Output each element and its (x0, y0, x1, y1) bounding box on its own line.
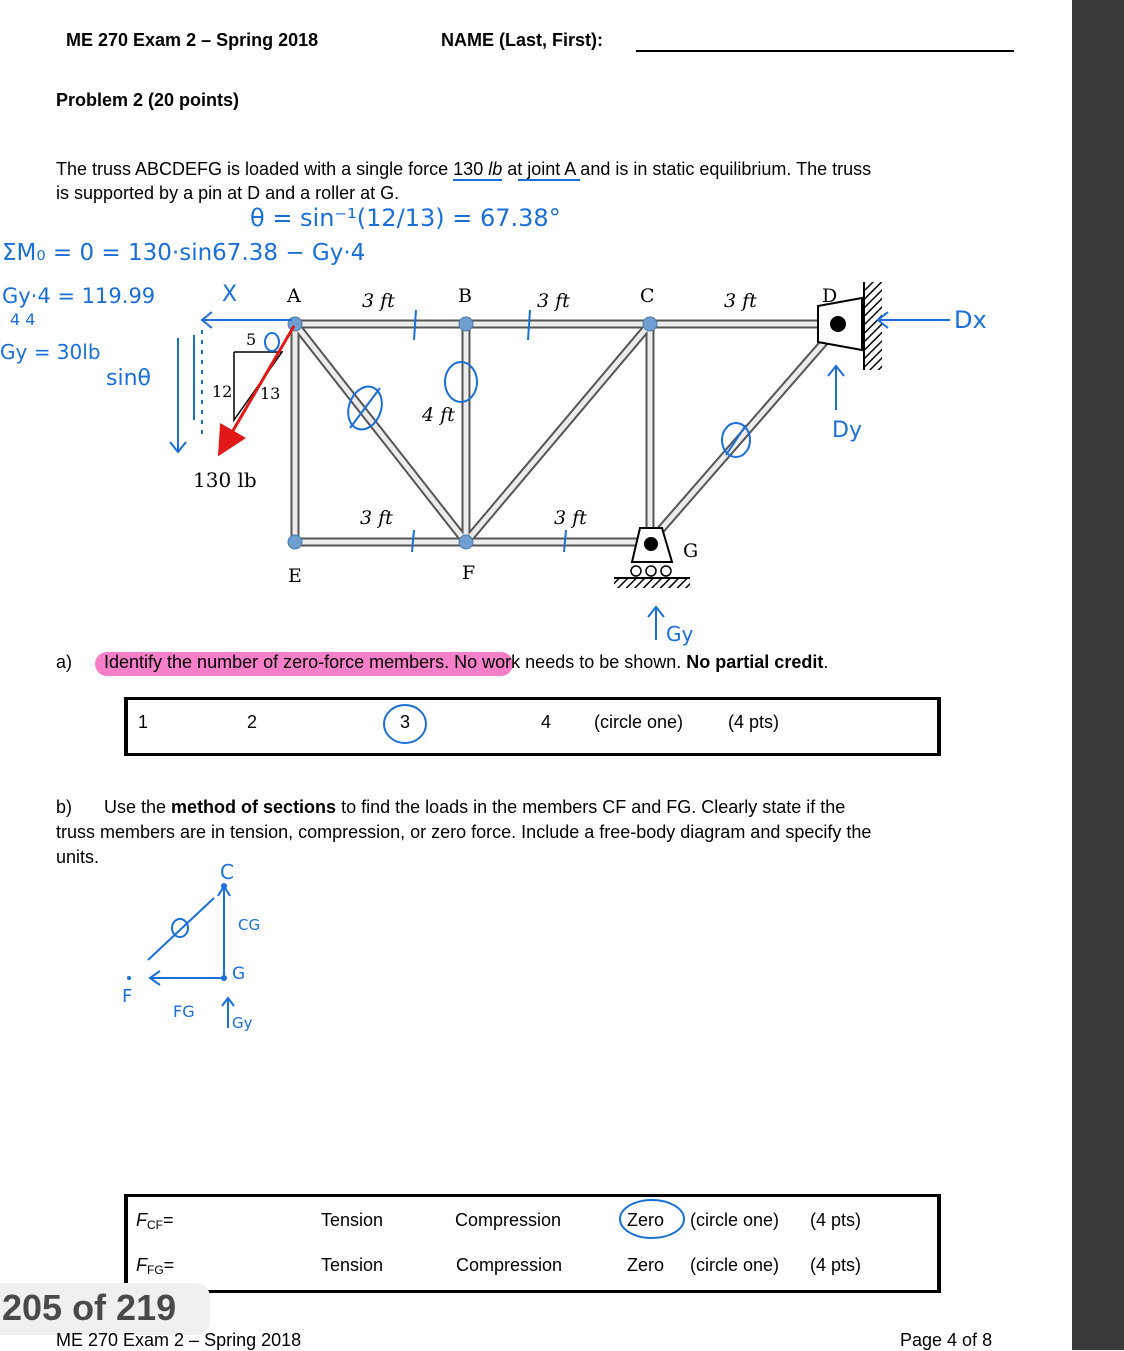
triangle-13: 13 (260, 384, 281, 403)
dx-label: Dx (954, 306, 987, 334)
dim-bc: 3 ft (537, 290, 570, 312)
option-3[interactable]: 3 (400, 712, 411, 732)
ffg-circle-one: (circle one) (690, 1255, 780, 1275)
handwritten-strokes (170, 180, 950, 640)
part-b-line1-b: to find the loads in the members CF and FG. Clearly state if the (336, 797, 846, 817)
theta-equation: θ = sin⁻¹(12/13) = 67.38° (250, 204, 561, 232)
fbd-sketch (110, 860, 310, 1040)
force-label: 130 lb (193, 468, 257, 492)
joint-c (643, 317, 657, 331)
ffg-sub: FG (147, 1263, 164, 1277)
option-1[interactable]: 1 (138, 712, 149, 732)
fcf-compression[interactable]: Compression (455, 1210, 562, 1230)
joint-b (459, 317, 473, 331)
ffg-main: F (136, 1255, 147, 1275)
statement-text-b: at joint A and is in static equilibrium. The truss (502, 159, 872, 179)
label-joint-e: E (288, 565, 302, 587)
name-label: NAME (Last, First): (441, 30, 603, 50)
truss-diagram (0, 0, 1072, 650)
part-a-label: a) (56, 652, 73, 672)
option-2[interactable]: 2 (247, 712, 258, 732)
triangle-5: 5 (246, 330, 257, 349)
points-a: (4 pts) (728, 712, 780, 732)
label-joint-c: C (640, 285, 655, 307)
fbd-label-fg: FG (173, 1002, 195, 1021)
ffg-eq: = (163, 1255, 175, 1275)
option-4[interactable]: 4 (541, 712, 552, 732)
footer-page: Page 4 of 8 (900, 1330, 993, 1350)
gy-result: Gy = 30lb (0, 340, 101, 364)
triangle-12: 12 (212, 382, 233, 401)
part-b-line3: units. (56, 847, 100, 867)
dim-ab: 3 ft (362, 290, 395, 312)
part-a-rest: No work needs to be shown. (449, 652, 687, 672)
joint-f (459, 535, 473, 549)
fcf-zero[interactable]: Zero (627, 1210, 665, 1230)
dim-cd: 3 ft (724, 290, 757, 312)
dim-bf: 4 ft (422, 404, 455, 426)
fcf-circle-one: (circle one) (690, 1210, 780, 1230)
label-joint-g: G (683, 540, 699, 562)
gy-label: Gy (666, 622, 694, 646)
fbd-label-f: F (122, 986, 133, 1007)
statement-text-a: The truss ABCDEFG is loaded with a single force (56, 159, 454, 179)
part-b-line1 (104, 797, 845, 818)
fcf-sub: CF (147, 1218, 163, 1232)
part-b-answer-box (124, 1194, 941, 1293)
viewer-sidebar[interactable] (1072, 0, 1124, 1350)
part-a-period: . (823, 652, 829, 672)
joint-e (288, 535, 302, 549)
circled-zero (616, 1194, 690, 1242)
dim-ef: 3 ft (360, 507, 393, 529)
problem-title: Problem 2 (20 points) (56, 90, 240, 110)
x-mark: X (222, 282, 238, 307)
problem-statement-line2: is supported by a pin at D and a roller at G. (56, 183, 400, 203)
gy-denominator: 4 4 (10, 310, 36, 329)
fbd-label-c: C (220, 860, 234, 884)
page-counter-text: 205 of 219 (2, 1287, 177, 1328)
moment-equation: ΣM₀ = 0 = 130·sin67.38 − Gy·4 (2, 240, 366, 266)
label-joint-b: B (458, 285, 472, 307)
ffg-tension[interactable]: Tension (321, 1255, 384, 1275)
ffg-compression[interactable]: Compression (456, 1255, 563, 1275)
footer-course: ME 270 Exam 2 – Spring 2018 (56, 1330, 302, 1350)
sin-theta-note: sinθ (106, 366, 151, 391)
part-a-bold: No partial credit (686, 652, 824, 672)
part-b-bold: method of sections (171, 797, 337, 817)
circle-one-a: (circle one) (594, 712, 684, 732)
part-a-highlighted: Identify the number of zero-force members. (104, 652, 450, 672)
fbd-label-cg: CG (238, 916, 261, 934)
dy-label: Dy (832, 418, 862, 443)
course-header: ME 270 Exam 2 – Spring 2018 (66, 30, 319, 50)
part-b-line2: truss members are in tension, compression, or zero force. Include a free-body diagram and specify the (56, 822, 872, 842)
label-joint-f: F (462, 562, 476, 584)
fcf-main: F (136, 1210, 147, 1230)
fbd-label-g: G (232, 964, 246, 984)
fcf-tension[interactable]: Tension (321, 1210, 384, 1230)
circled-answer-3 (378, 700, 434, 750)
ffg-points: (4 pts) (810, 1255, 862, 1275)
wall-hatch (864, 282, 882, 370)
ffg-zero[interactable]: Zero (627, 1255, 665, 1275)
statement-force-unit: lb (488, 159, 503, 179)
ffg-label (136, 1255, 174, 1277)
fbd-label-gy: Gy (232, 1014, 253, 1032)
part-b-label: b) (56, 797, 73, 817)
gy-equation: Gy·4 = 119.99 (2, 284, 156, 308)
label-joint-d: D (822, 285, 838, 307)
fcf-eq: = (163, 1210, 174, 1230)
page-counter (0, 1283, 210, 1335)
fcf-label (136, 1210, 174, 1232)
label-joint-a: A (287, 285, 301, 307)
part-b-line1-a: Use the (104, 797, 172, 817)
statement-force-value: 130 (453, 159, 484, 179)
part-a-text (104, 652, 828, 673)
fcf-points: (4 pts) (810, 1210, 862, 1230)
dim-fg: 3 ft (554, 507, 587, 529)
